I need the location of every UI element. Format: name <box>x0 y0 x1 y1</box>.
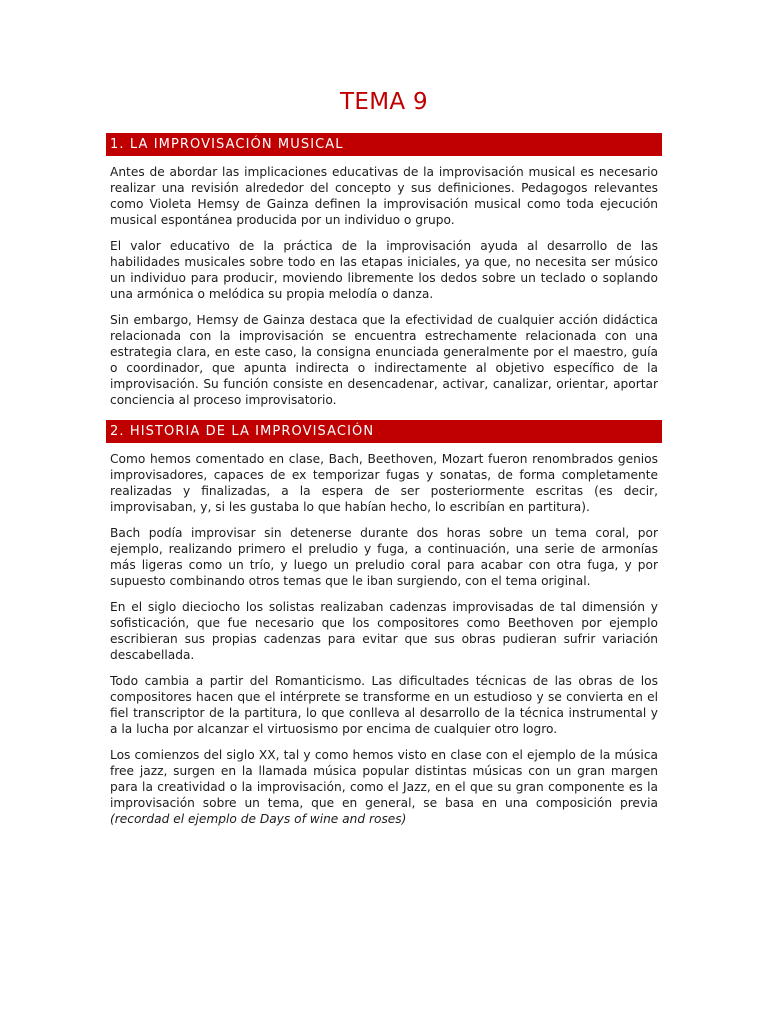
paragraph: Bach podía improvisar sin detenerse durante dos horas sobre un tema coral, por ejemplo, realizando primero el preludio y fuga, a continuación, una serie de armonías más ligeras como un trío, y luego un preludio coral para acabar con otra fuga, y por supuesto combinando otros temas que le iban surgiendo, con el tema original. <box>110 526 658 588</box>
document-title: TEMA 9 <box>340 89 428 115</box>
paragraph: En el siglo dieciocho los solistas realizaban cadenzas improvisadas de tal dimensión y sofisticación, que fue necesario que los compositores como Beethoven por ejemplo escribieran sus propias cadenzas para evitar que sus obras pudieran sufrir variación descabellada. <box>110 600 658 662</box>
paragraph: Antes de abordar las implicaciones educativas de la improvisación musical es necesario realizar una revisión alrededor del concepto y sus definiciones. Pedagogos relevantes como Violeta Hemsy de Gainza definen la improvisación musical como toda ejecución musical espontánea producida por un individuo o grupo. <box>110 165 658 227</box>
paragraph-text: Los comienzos del siglo XX, tal y como hemos visto en clase con el ejemplo de la música free jazz, surgen en la llamada música popular distintas músicas con un gran margen para la creatividad o la improvisación, como el Jazz, en el que su gran componente es la improvisación sobre un tema, que en general, se basa en una composición previa <box>110 748 658 810</box>
paragraph: El valor educativo de la práctica de la improvisación ayuda al desarrollo de las habilidades musicales sobre todo en las etapas iniciales, ya que, no necesita ser músico un individuo para producir, moviendo libremente los dedos sobre un teclado o soplando una armónica o melódica su propia melodía o danza. <box>110 239 658 301</box>
paragraph: Todo cambia a partir del Romanticismo. Las dificultades técnicas de las obras de los compositores hacen que el intérprete se transforme en un estudioso y se convierta en el fiel transcriptor de la partitura, lo que conlleva al desarrollo de la técnica instrumental y a la lucha por alcanzar el virtuosismo por encima de cualquier otro logro. <box>110 674 658 736</box>
paragraph: Como hemos comentado en clase, Bach, Beethoven, Mozart fueron renombrados genios improvisadores, capaces de ex temporizar fugas y sonatas, de forma completamente realizadas y finalizadas, a la espera de ser posteriormente escritas (es decir, improvisaban, y, si les gustaba lo que habían hecho, lo escribían en partitura). <box>110 452 658 514</box>
document-body <box>106 133 662 827</box>
italic-note: (recordad el ejemplo de Days of wine and roses) <box>110 812 407 826</box>
section-heading-improvisacion-musical: 1. LA IMPROVISACIÓN MUSICAL <box>106 133 662 156</box>
paragraph: Sin embargo, Hemsy de Gainza destaca que la efectividad de cualquier acción didáctica relacionada con la improvisación se encuentra estrechamente relacionada con una estrategia clara, en este caso, la consigna enunciada generalmente por el maestro, guía o coordinador, que apunta indirecta o indirectamente al objetivo específico de la improvisación. Su función consiste en desencadenar, activar, canalizar, orientar, aportar conciencia al proceso improvisatorio. <box>110 313 658 407</box>
section-heading-historia-improvisacion: 2. HISTORIA DE LA IMPROVISACIÓN <box>106 420 662 443</box>
paragraph-with-note <box>106 747 662 827</box>
